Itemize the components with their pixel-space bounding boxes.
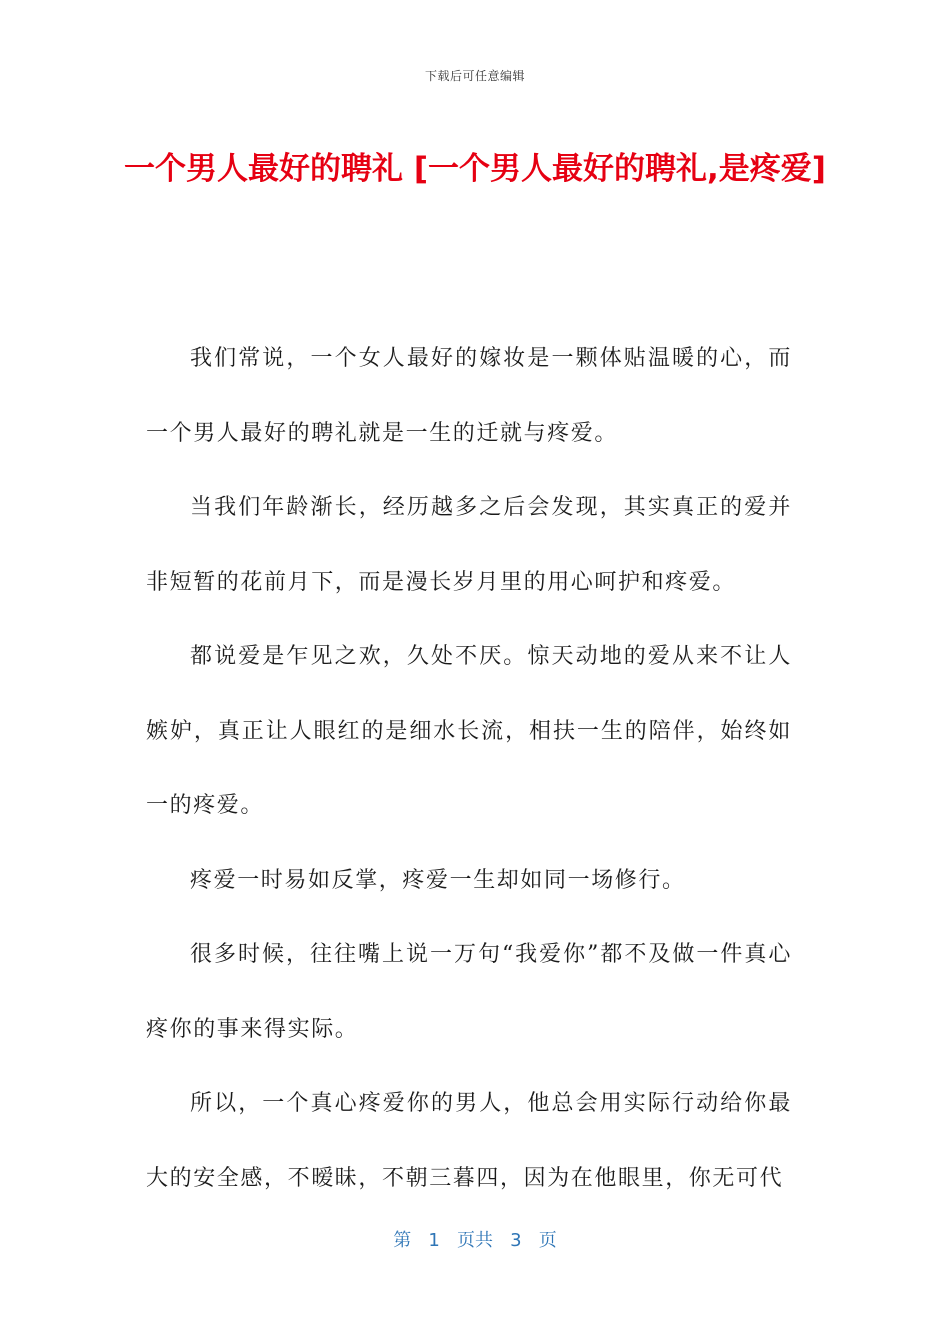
paragraph: 当我们年龄渐长，经历越多之后会发现，其实真正的爱并非短暂的花前月下，而是漫长岁月里的用心呵护和疼爱。 xyxy=(146,495,792,595)
header-note: 下载后可任意编辑 xyxy=(424,69,525,83)
footer-prefix: 第 xyxy=(393,1230,412,1251)
paragraph: 很多时候，往往嘴上说一万句“我爱你”都不及做一件真心疼你的事来得实际。 xyxy=(146,942,792,1042)
document-title: 一个男人最好的聘礼 [一个男人最好的聘礼,是疼爱] xyxy=(124,151,826,187)
footer-total-pages: 3 xyxy=(510,1230,522,1251)
footer-middle: 页共 xyxy=(457,1230,493,1251)
footer-suffix: 页 xyxy=(538,1230,557,1251)
paragraph: 我们常说，一个女人最好的嫁妆是一颗体贴温暖的心，而一个男人最好的聘礼就是一生的迁就与疼爱。 xyxy=(146,346,792,446)
page-footer xyxy=(0,1226,950,1252)
paragraph: 疼爱一时易如反掌，疼爱一生却如同一场修行。 xyxy=(190,867,686,893)
paragraph: 所以，一个真心疼爱你的男人，他总会用实际行动给你最大的安全感，不暧昧，不朝三暮四，因为在他眼里，你无可代 xyxy=(146,1091,792,1191)
paragraph: 都说爱是乍见之欢，久处不厌。惊天动地的爱从来不让人嫉妒，真正让人眼红的是细水长流，相扶一生的陪伴，始终如一的疼爱。 xyxy=(146,644,792,818)
footer-current-page: 1 xyxy=(428,1230,440,1251)
document-body xyxy=(146,322,792,1216)
